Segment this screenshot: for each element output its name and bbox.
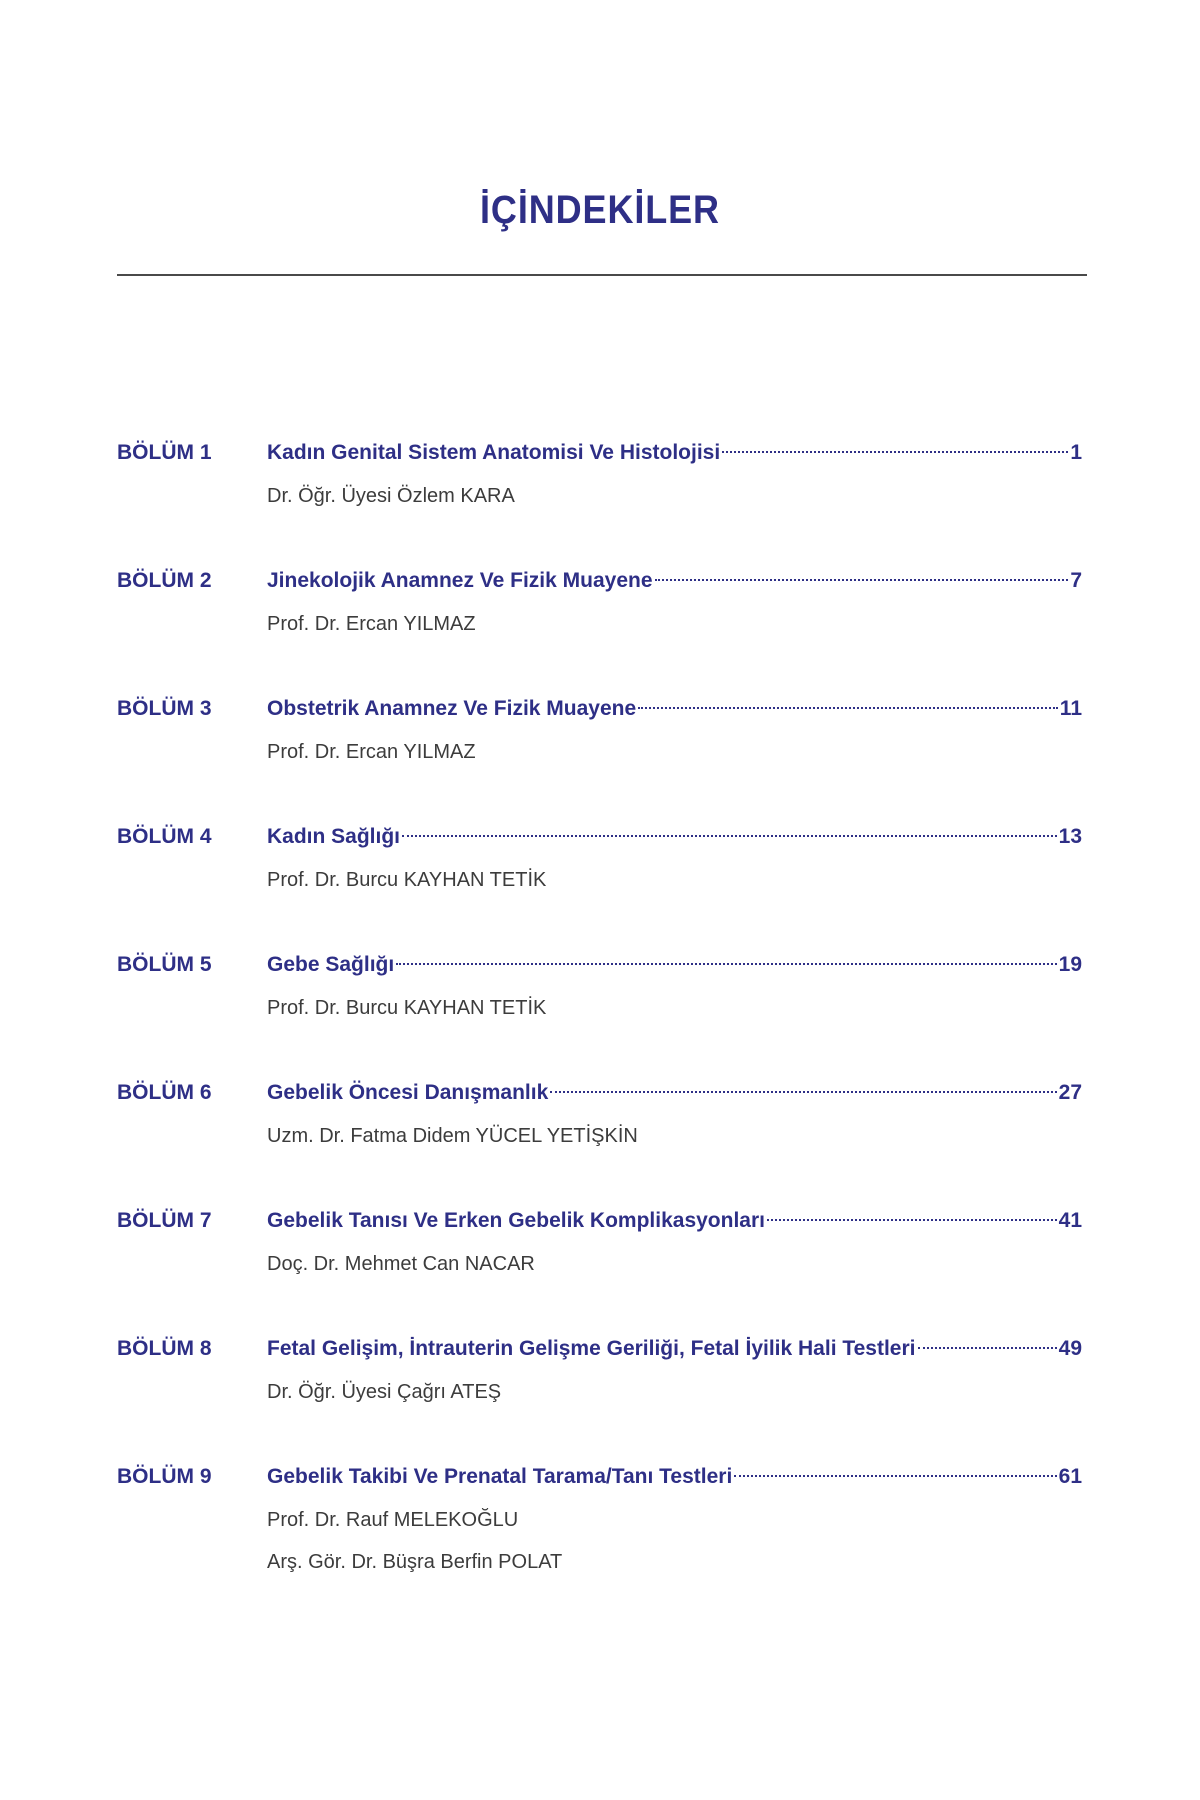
chapter-title[interactable]: Kadın Sağlığı	[267, 825, 401, 848]
chapter-number: BÖLÜM 4	[117, 825, 212, 848]
page-number[interactable]: 13	[1058, 825, 1082, 848]
chapter-author: Prof. Dr. Burcu KAYHAN TETİK	[267, 869, 547, 891]
page-number[interactable]: 61	[1058, 1465, 1082, 1488]
chapter-title-line	[267, 693, 1082, 725]
chapter-number: BÖLÜM 8	[117, 1337, 212, 1360]
entry-body	[267, 1333, 1082, 1405]
chapter-author: Dr. Öğr. Üyesi Özlem KARA	[267, 485, 515, 507]
entry-body	[267, 437, 1082, 509]
chapter-author: Uzm. Dr. Fatma Didem YÜCEL YETİŞKİN	[267, 1125, 638, 1147]
chapter-title[interactable]: Obstetrik Anamnez Ve Fizik Muayene	[267, 697, 637, 720]
toc-entry-2[interactable]	[117, 565, 1082, 637]
toc-entry-6[interactable]	[117, 1077, 1082, 1149]
dot-leader	[918, 1327, 1057, 1349]
dot-leader	[734, 1455, 1056, 1477]
entry-body	[267, 565, 1082, 637]
toc-entry-7[interactable]	[117, 1205, 1082, 1277]
page-number[interactable]: 49	[1058, 1337, 1082, 1360]
chapter-number: BÖLÜM 7	[117, 1209, 212, 1232]
chapter-author: Prof. Dr. Ercan YILMAZ	[267, 741, 476, 763]
chapter-author: Prof. Dr. Rauf MELEKOĞLU	[267, 1509, 519, 1531]
chapter-title-line	[267, 949, 1082, 981]
page-number[interactable]: 7	[1070, 569, 1082, 592]
entry-body	[267, 1205, 1082, 1277]
toc-entry-1[interactable]	[117, 437, 1082, 509]
chapter-author: Dr. Öğr. Üyesi Çağrı ATEŞ	[267, 1381, 502, 1403]
chapter-title[interactable]: Gebelik Öncesi Danışmanlık	[267, 1081, 549, 1104]
dot-leader	[767, 1199, 1057, 1221]
dot-leader	[655, 559, 1069, 581]
dot-leader	[722, 431, 1068, 453]
dot-leader	[550, 1071, 1056, 1093]
chapter-author: Arş. Gör. Dr. Büşra Berfin POLAT	[267, 1551, 563, 1573]
entry-body	[267, 1461, 1082, 1575]
chapter-title[interactable]: Gebelik Takibi Ve Prenatal Tarama/Tanı Testleri	[267, 1465, 733, 1488]
title-divider	[117, 274, 1087, 276]
dot-leader	[396, 943, 1056, 965]
entry-body	[267, 821, 1082, 893]
chapter-title-line	[267, 565, 1082, 597]
entry-body	[267, 949, 1082, 1021]
chapter-title[interactable]: Gebe Sağlığı	[267, 953, 395, 976]
chapter-title[interactable]: Gebelik Tanısı Ve Erken Gebelik Komplikasyonları	[267, 1209, 765, 1232]
chapter-number: BÖLÜM 9	[117, 1465, 212, 1488]
entry-body	[267, 1077, 1082, 1149]
page-number[interactable]: 41	[1058, 1209, 1082, 1232]
chapter-title-line	[267, 1333, 1082, 1365]
toc-entry-5[interactable]	[117, 949, 1082, 1021]
entry-body	[267, 693, 1082, 765]
table-of-contents	[117, 437, 1082, 1575]
chapter-title[interactable]: Fetal Gelişim, İntrauterin Gelişme Geriliği, Fetal İyilik Hali Testleri	[267, 1337, 916, 1360]
chapter-title-line	[267, 1077, 1082, 1109]
chapter-author: Prof. Dr. Ercan YILMAZ	[267, 613, 476, 635]
toc-entry-9[interactable]	[117, 1461, 1082, 1575]
chapter-author: Doç. Dr. Mehmet Can NACAR	[267, 1253, 535, 1275]
page-number[interactable]: 1	[1070, 441, 1082, 464]
page-number[interactable]: 11	[1059, 697, 1082, 720]
toc-entry-8[interactable]	[117, 1333, 1082, 1405]
chapter-title-line	[267, 821, 1082, 853]
chapter-number: BÖLÜM 6	[117, 1081, 212, 1104]
chapter-author: Prof. Dr. Burcu KAYHAN TETİK	[267, 997, 547, 1019]
chapter-title-line	[267, 1461, 1082, 1493]
dot-leader	[402, 815, 1057, 837]
chapter-number: BÖLÜM 5	[117, 953, 212, 976]
chapter-title[interactable]: Jinekolojik Anamnez Ve Fizik Muayene	[267, 569, 653, 592]
page-number[interactable]: 27	[1058, 1081, 1082, 1104]
chapter-number: BÖLÜM 2	[117, 569, 212, 592]
chapter-title[interactable]: Kadın Genital Sistem Anatomisi Ve Histolojisi	[267, 441, 721, 464]
page-number[interactable]: 19	[1058, 953, 1082, 976]
page-title: İÇİNDEKİLER	[480, 188, 720, 232]
toc-entry-3[interactable]	[117, 693, 1082, 765]
chapter-number: BÖLÜM 3	[117, 697, 212, 720]
chapter-title-line	[267, 437, 1082, 469]
chapter-title-line	[267, 1205, 1082, 1237]
chapter-number: BÖLÜM 1	[117, 441, 212, 464]
toc-entry-4[interactable]	[117, 821, 1082, 893]
dot-leader	[638, 687, 1058, 709]
